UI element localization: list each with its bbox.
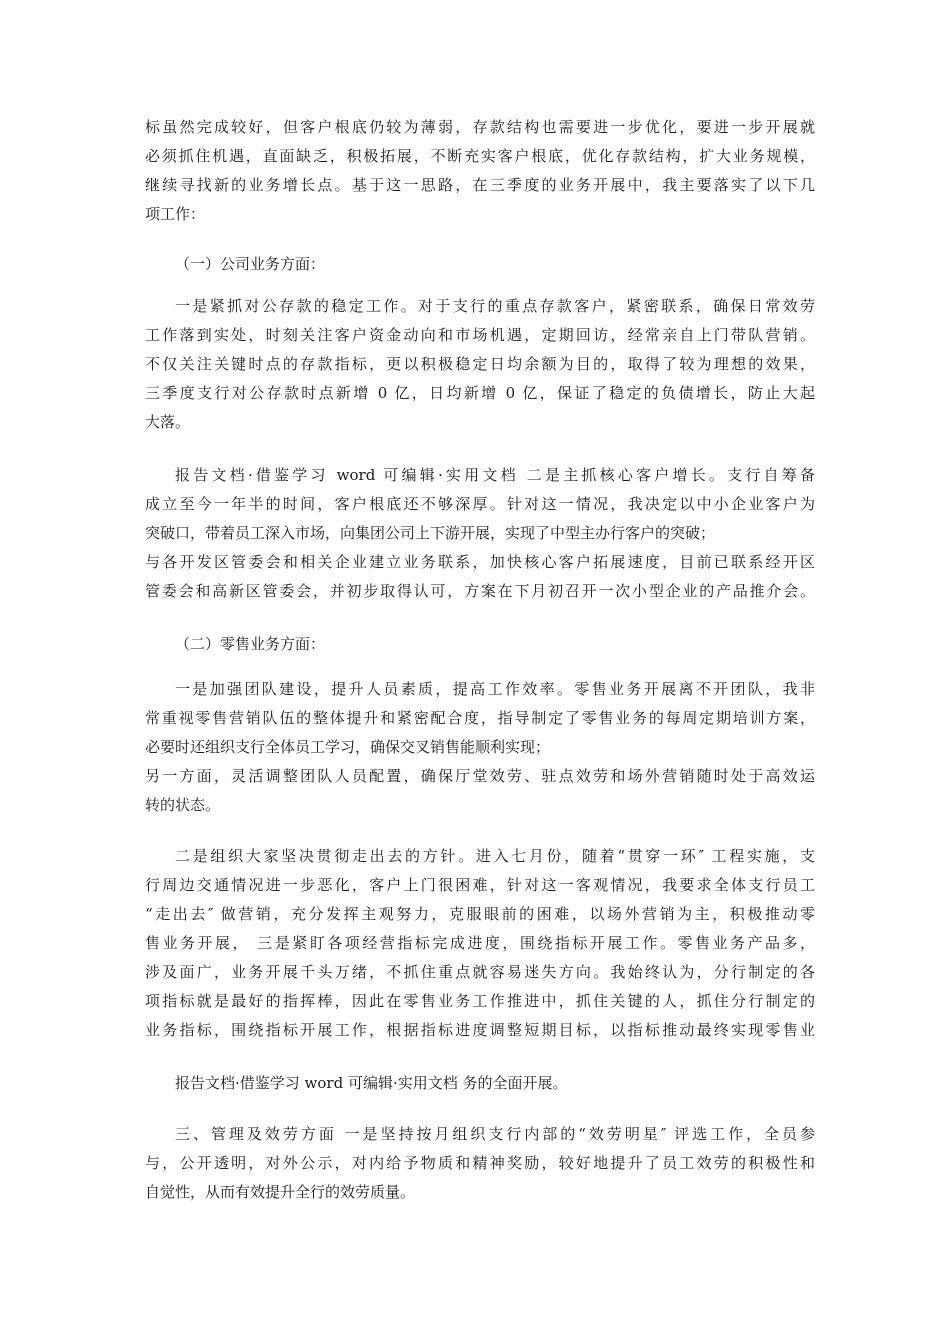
text-line: 标虽然完成较好，但客户根底仍较为薄弱，存款结构也需要进一步优化，要进一步开展就 bbox=[145, 118, 815, 136]
section-heading-corporate bbox=[175, 250, 815, 279]
paragraph-management-service bbox=[145, 1120, 815, 1207]
text-line: 必须抓住机遇，直面缺乏，积极拓展，不断充实客户根底，优化存款结构，扩大业务规模， bbox=[145, 147, 815, 165]
text-line: 继续寻找新的业务增长点。基于这一思路，在三季度的业务开展中，我主要落实了以下几 bbox=[145, 176, 815, 194]
text-line: “走出去″ 做营销，充分发挥主观努力，克服眼前的困难，以场外营销为主，积极推动零 bbox=[145, 905, 815, 923]
text-line: 大落。 bbox=[145, 413, 191, 431]
text-line: 三季度支行对公存款时点新增 0 亿，日均新增 0 亿，保证了稳定的负债增长，防止大起 bbox=[145, 384, 815, 402]
text-line: 业务指标，围绕指标开展工作，根据指标进度调整短期目标，以指标推动最终实现零售业 bbox=[145, 1021, 815, 1039]
text-line: 自觉性，从而有效提升全行的效劳质量。 bbox=[145, 1183, 416, 1201]
text-line: 管委会和高新区管委会，并初步取得认可，方案在下月初召开一次小型企业的产品推介会。 bbox=[145, 582, 815, 600]
paragraph-corporate-deposits bbox=[145, 292, 815, 437]
text-line: 一是紧抓对公存款的稳定工作。对于支行的重点存款客户，紧密联系，确保日常效劳 bbox=[175, 297, 815, 315]
text-line: 一是加强团队建设，提升人员素质，提高工作效率。零售业务开展离不开团队，我非 bbox=[175, 680, 815, 698]
section-heading-retail bbox=[175, 630, 815, 659]
heading-line: （一）公司业务方面： bbox=[175, 255, 326, 273]
text-line: 突破口，带着员工深入市场，向集团公司上下游开展，实现了中型主办行客户的突破； bbox=[145, 524, 716, 542]
paragraph-core-customers bbox=[145, 461, 815, 606]
text-line: 二是组织大家坚决贯彻走出去的方针。进入七月份，随着“贯穿一环″ 工程实施，支 bbox=[175, 847, 815, 865]
paragraph-intro bbox=[145, 113, 815, 229]
text-line: 成立至今一年半的时间，客户根底还不够深厚。针对这一情况，我决定以中小企业客户为 bbox=[145, 495, 815, 513]
text-line: 常重视零售营销队伍的整体提升和紧密配合度，指导制定了零售业务的每周定期培训方案， bbox=[145, 709, 815, 727]
text-line: 与各开发区管委会和相关企业建立业务联系，加快核心客户拓展速度，目前已联系经开区 bbox=[145, 553, 815, 571]
text-line: 另一方面，灵活调整团队人员配置，确保厅堂效劳、驻点效劳和场外营销随时处于高效运 bbox=[145, 767, 815, 785]
text-line: 报告文档·借鉴学习 word 可编辑·实用文档 二是主抓核心客户增长。支行自筹备 bbox=[175, 466, 815, 484]
heading-line: （二）零售业务方面： bbox=[175, 635, 326, 653]
text-line: 项指标就是最好的指挥棒，因此在零售业务工作推进中，抓住关键的人，抓住分行制定的 bbox=[145, 992, 815, 1010]
text-line: 行周边交通情况进一步恶化，客户上门很困难，针对这一客观情况，我要求全体支行员工 bbox=[145, 876, 815, 894]
text-line: 工作落到实处，时刻关注客户资金动向和市场机遇，定期回访，经常亲自上门带队营销。 bbox=[145, 326, 815, 344]
text-line: 三、管理及效劳方面 一是坚持按月组织支行内部的“效劳明星″ 评选工作，全员参 bbox=[175, 1125, 815, 1143]
paragraph-team-building bbox=[145, 675, 815, 820]
paragraph-go-out bbox=[145, 842, 815, 1045]
text-line: 涉及面广，业务开展千头万绪，不抓住重点就容易迷失方向。我始终认为，分行制定的各 bbox=[145, 963, 815, 981]
text-line: 不仅关注关键时点的存款指标，更以积极稳定日均余额为目的，取得了较为理想的效果， bbox=[145, 355, 815, 373]
text-line: 报告文档·借鉴学习 word 可编辑·实用文档 务的全面开展。 bbox=[175, 1074, 568, 1092]
text-line: 项工作： bbox=[145, 205, 206, 223]
text-line: 必要时还组织支行全体员工学习，确保交叉销售能顺利实现； bbox=[145, 738, 551, 756]
paragraph-footer-note bbox=[175, 1069, 815, 1098]
text-line: 与，公开透明，对外公示，对内给予物质和精神奖励，较好地提升了员工效劳的积极性和 bbox=[145, 1154, 815, 1172]
text-line: 售业务开展， 三是紧盯各项经营指标完成进度，围绕指标开展工作。零售业务产品多， bbox=[145, 934, 815, 952]
text-line: 转的状态。 bbox=[145, 796, 221, 814]
